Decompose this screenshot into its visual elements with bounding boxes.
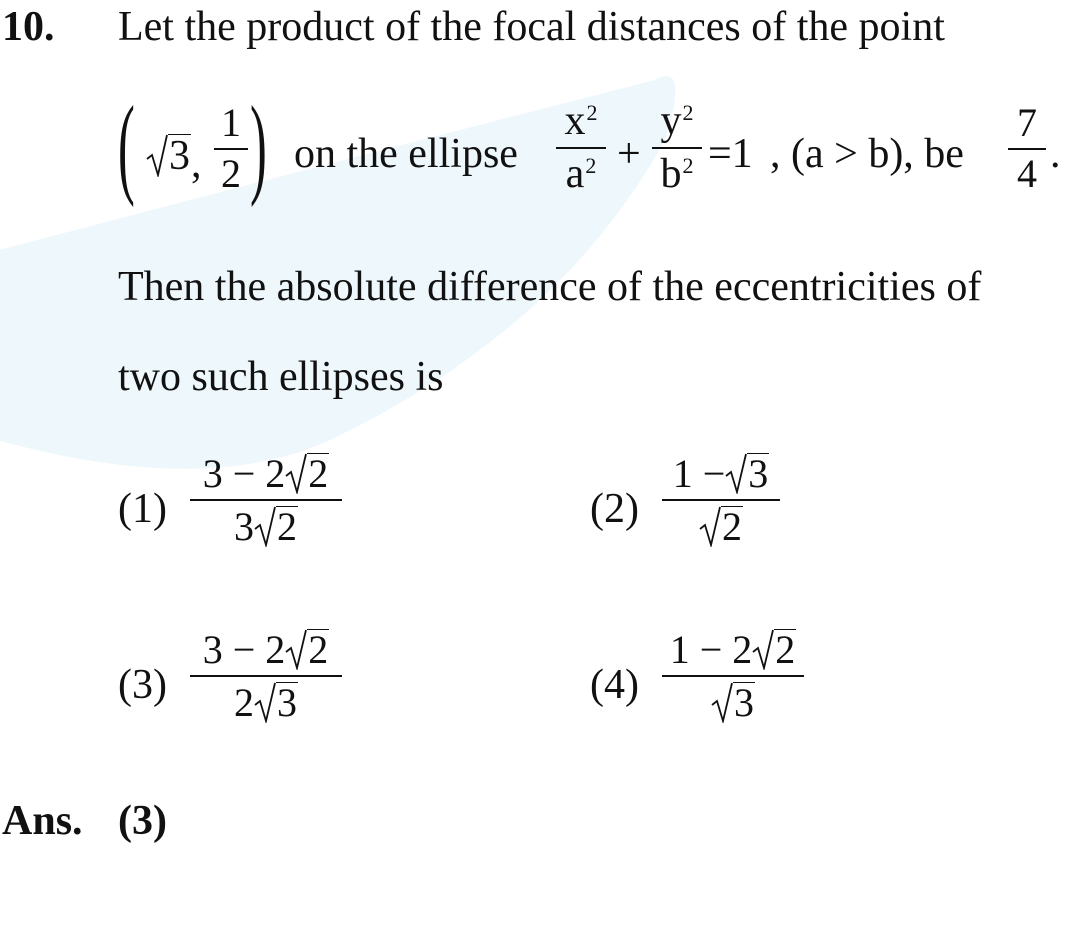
plus-sign: +: [617, 131, 641, 177]
option-2-label: (2): [590, 486, 639, 532]
point-y-denominator: 2: [221, 150, 241, 196]
period: .: [1050, 131, 1061, 177]
x-squared-over-a-squared: x 2 a 2: [556, 100, 606, 195]
on-the-ellipse-text: on the ellipse: [294, 131, 518, 177]
y-squared-over-b-squared: y 2 b 2: [652, 100, 702, 195]
option-4-fraction: 1 − 2 2 3: [662, 628, 804, 723]
option-1-label: (1): [118, 486, 167, 532]
left-paren: (: [118, 84, 135, 208]
option-1-fraction: 3 − 2 2 3 2: [190, 452, 342, 547]
option-2-fraction: 1 − 3 2: [662, 452, 780, 547]
point-comma: ,: [191, 141, 202, 187]
condition-text: , (a > b), be: [770, 131, 964, 177]
point-y-fraction: [214, 100, 248, 196]
seven-fourths: 7 4: [1008, 103, 1046, 194]
question-line-1: Let the product of the focal distances of the point: [118, 4, 945, 50]
option-3-fraction: 3 − 2 2 2 3: [190, 628, 342, 723]
question-number: 10.: [2, 4, 55, 50]
equals-one: =1: [708, 131, 753, 177]
question-line-3: Then the absolute difference of the eccentricities of: [118, 264, 982, 310]
answer-value: (3): [118, 798, 167, 844]
sqrt-three-radicand: 3: [169, 133, 190, 179]
option-4-label: (4): [590, 662, 639, 708]
answer-label: Ans.: [2, 798, 83, 844]
question-line-4: two such ellipses is: [118, 354, 444, 400]
option-3-label: (3): [118, 662, 167, 708]
right-paren: ): [250, 84, 267, 208]
point-y-numerator: 1: [221, 100, 241, 145]
sqrt-three: [146, 133, 191, 177]
